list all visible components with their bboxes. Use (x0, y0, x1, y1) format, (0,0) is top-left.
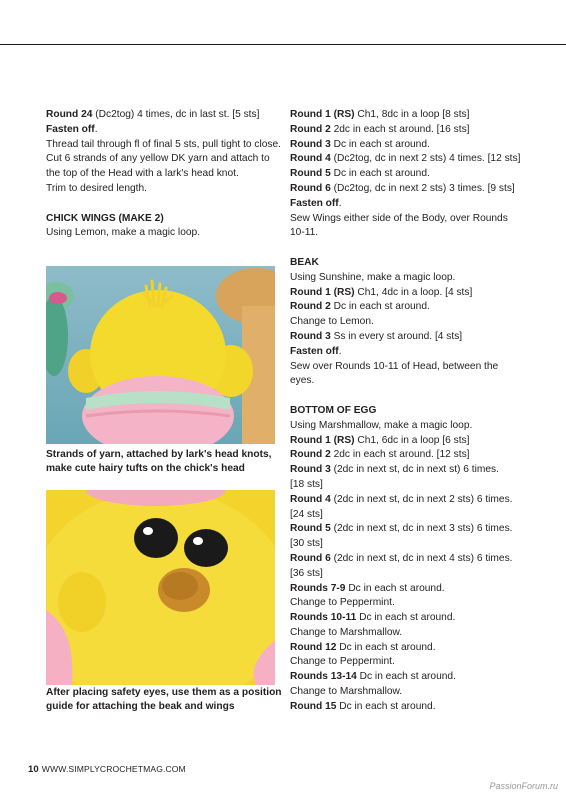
instruction-text: Sew Wings either side of the Body, over Rounds (290, 212, 508, 224)
instruction-text: (Dc2tog) 4 times, dc in last st. [5 sts] (92, 109, 260, 120)
instruction-line (290, 197, 530, 212)
instruction-line (290, 448, 530, 463)
instruction-label: Round 6 (290, 182, 331, 194)
instruction-label: Round 3 (290, 138, 331, 150)
instruction-line (290, 508, 530, 523)
instruction-text: (2dc in next st, dc in next 3 sts) 6 times. (330, 523, 513, 535)
instruction-text: Dc in each st around. (356, 671, 456, 683)
wings-heading: CHICK WINGS (MAKE 2) (46, 212, 164, 224)
instruction-line (290, 478, 530, 493)
instruction-line (290, 463, 530, 478)
instruction-line (290, 655, 530, 670)
header-rule (0, 44, 566, 45)
instruction-label: Fasten off (290, 197, 339, 209)
instruction-line (290, 626, 530, 641)
instruction-line (290, 493, 530, 508)
instruction-line (290, 226, 530, 241)
instruction-line (290, 315, 530, 330)
instruction-line (290, 271, 530, 286)
instruction-line (290, 108, 530, 123)
left-column (46, 108, 282, 241)
instruction-line (290, 419, 530, 434)
instruction-text: Sew over Rounds 10-11 of Head, between the (290, 360, 499, 372)
instruction-text: (2dc in next st, dc in next st) 6 times. (330, 464, 499, 476)
photo-chick-head-tuft (46, 266, 275, 444)
instruction-line (290, 522, 530, 537)
instruction-text: Change to Peppermint. (290, 656, 395, 668)
instruction-line (290, 611, 530, 626)
instruction-line (290, 685, 530, 700)
instruction-line (290, 537, 530, 552)
instruction-line (290, 300, 530, 315)
instruction-label: Round 5 (290, 168, 331, 180)
instruction-text: [24 sts] (290, 508, 323, 520)
instruction-text: (Dc2tog, dc in next 2 sts) 3 times. [9 sts] (330, 182, 515, 194)
watermark: PassionForum.ru (489, 781, 558, 791)
instruction-line (46, 152, 278, 167)
instruction-text: Change to Lemon. (290, 316, 374, 328)
caption-photo-2: After placing safety eyes, use them as a position guide for attaching the beak and wings (46, 687, 282, 712)
instruction-line (290, 123, 530, 138)
page-footer (28, 764, 186, 775)
photo-chick-face (46, 490, 275, 685)
instruction-line (46, 123, 278, 138)
instruction-line (290, 670, 530, 685)
right-column (290, 108, 530, 715)
instruction-line (290, 641, 530, 656)
instruction-text: Cut 6 strands of any yellow DK yarn and attach to (46, 153, 270, 165)
instruction-text: Ch1, 6dc in a loop [6 sts] (354, 434, 470, 446)
instruction-line (290, 567, 530, 582)
instruction-text: . (94, 123, 98, 135)
instruction-line (290, 552, 530, 567)
instruction-line (46, 182, 278, 197)
instruction-label: Rounds 7-9 (290, 582, 346, 594)
wings-intro: Using Lemon, make a magic loop. (46, 227, 201, 239)
instruction-line (290, 152, 530, 167)
instruction-label: Round 3 (290, 330, 331, 342)
instruction-label: Round 15 (290, 700, 337, 712)
instruction-line (290, 345, 530, 360)
page-number: 10 (28, 764, 39, 775)
instruction-text: 2dc in each st around. [12 sts] (330, 449, 470, 461)
instruction-text: [18 sts] (290, 478, 323, 490)
instruction-text: Ch1, 8dc in a loop [8 sts] (354, 109, 470, 120)
instruction-line (290, 212, 530, 227)
egg-instructions (290, 419, 530, 715)
instruction-line (290, 582, 530, 597)
instruction-text: Using Marshmallow, make a magic loop. (290, 419, 473, 431)
instruction-text: [30 sts] (290, 538, 323, 550)
instruction-text: Dc in each st around. (345, 582, 445, 594)
egg-heading: BOTTOM OF EGG (290, 404, 377, 416)
instruction-line (46, 167, 278, 182)
left-text-block (46, 108, 282, 197)
instruction-text: (2dc in next st, dc in next 4 sts) 6 times. (330, 552, 513, 564)
instruction-text: Dc in each st around. (356, 612, 456, 624)
instruction-label: Round 1 (RS) (290, 109, 355, 120)
instruction-line (290, 374, 530, 389)
instruction-text: Ss in every st around. [4 sts] (330, 330, 463, 342)
instruction-line (290, 182, 530, 197)
instruction-line (290, 138, 530, 153)
instruction-label: Fasten off (290, 345, 339, 357)
instruction-label: Round 4 (290, 153, 331, 165)
instruction-text: Dc in each st around. (330, 301, 430, 313)
instruction-line (290, 596, 530, 611)
instruction-text: 10-11. (290, 227, 319, 239)
instruction-label: Round 12 (290, 641, 337, 653)
instruction-label: Round 1 (RS) (290, 434, 355, 446)
instruction-label: Fasten off (46, 123, 95, 135)
beak-heading: BEAK (290, 256, 319, 268)
instruction-text: (Dc2tog, dc in next 2 sts) 4 times. [12 sts] (330, 153, 521, 165)
instruction-text: Ch1, 4dc in a loop. [4 sts] (354, 286, 473, 298)
instruction-label: Rounds 13-14 (290, 671, 357, 683)
instruction-label: Round 3 (290, 464, 331, 476)
footer-site[interactable]: WWW.SIMPLYCROCHETMAG.COM (41, 764, 186, 774)
instruction-text: Dc in each st around. (330, 138, 430, 150)
instruction-text: eyes. (290, 375, 315, 387)
instruction-line (290, 330, 530, 345)
instruction-text: Change to Marshmallow. (290, 686, 403, 698)
instruction-text: 2dc in each st around. [16 sts] (330, 123, 470, 135)
instruction-text: Dc in each st around. (336, 641, 436, 653)
instruction-text: Change to Peppermint. (290, 597, 395, 609)
instruction-text: Trim to desired length. (46, 182, 147, 194)
instruction-text: . (338, 345, 342, 357)
instruction-text: Thread tail through fl of final 5 sts, pull tight to close. (46, 138, 282, 150)
instruction-label: Round 24 (46, 109, 93, 120)
instruction-line (290, 700, 530, 715)
instruction-line (290, 167, 530, 182)
instruction-label: Round 1 (RS) (290, 286, 355, 298)
instruction-label: Round 5 (290, 523, 331, 535)
instruction-line (290, 360, 530, 375)
instruction-text: Dc in each st around. (336, 700, 436, 712)
instruction-text: Change to Marshmallow. (290, 626, 403, 638)
instruction-text: Using Sunshine, make a magic loop. (290, 271, 456, 283)
instruction-label: Round 2 (290, 123, 331, 135)
instruction-label: Round 4 (290, 493, 331, 505)
instruction-text: (2dc in next st, dc in next 2 sts) 6 times. (330, 493, 513, 505)
wings-instructions (290, 108, 530, 241)
instruction-label: Round 2 (290, 449, 331, 461)
caption-photo-1: Strands of yarn, attached by lark's head knots, make cute hairy tufts on the chick's head (46, 449, 272, 474)
instruction-line (290, 434, 530, 449)
instruction-label: Rounds 10-11 (290, 612, 357, 624)
instruction-line (290, 286, 530, 301)
instruction-line (46, 138, 282, 153)
instruction-label: Round 6 (290, 552, 331, 564)
instruction-label: Round 2 (290, 301, 331, 313)
instruction-text: Dc in each st around. (330, 168, 430, 180)
instruction-text: . (338, 197, 342, 209)
instruction-text: the top of the Head with a lark's head knot. (46, 168, 239, 180)
beak-instructions (290, 271, 530, 389)
instruction-text: [36 sts] (290, 567, 323, 579)
instruction-line (46, 108, 278, 123)
